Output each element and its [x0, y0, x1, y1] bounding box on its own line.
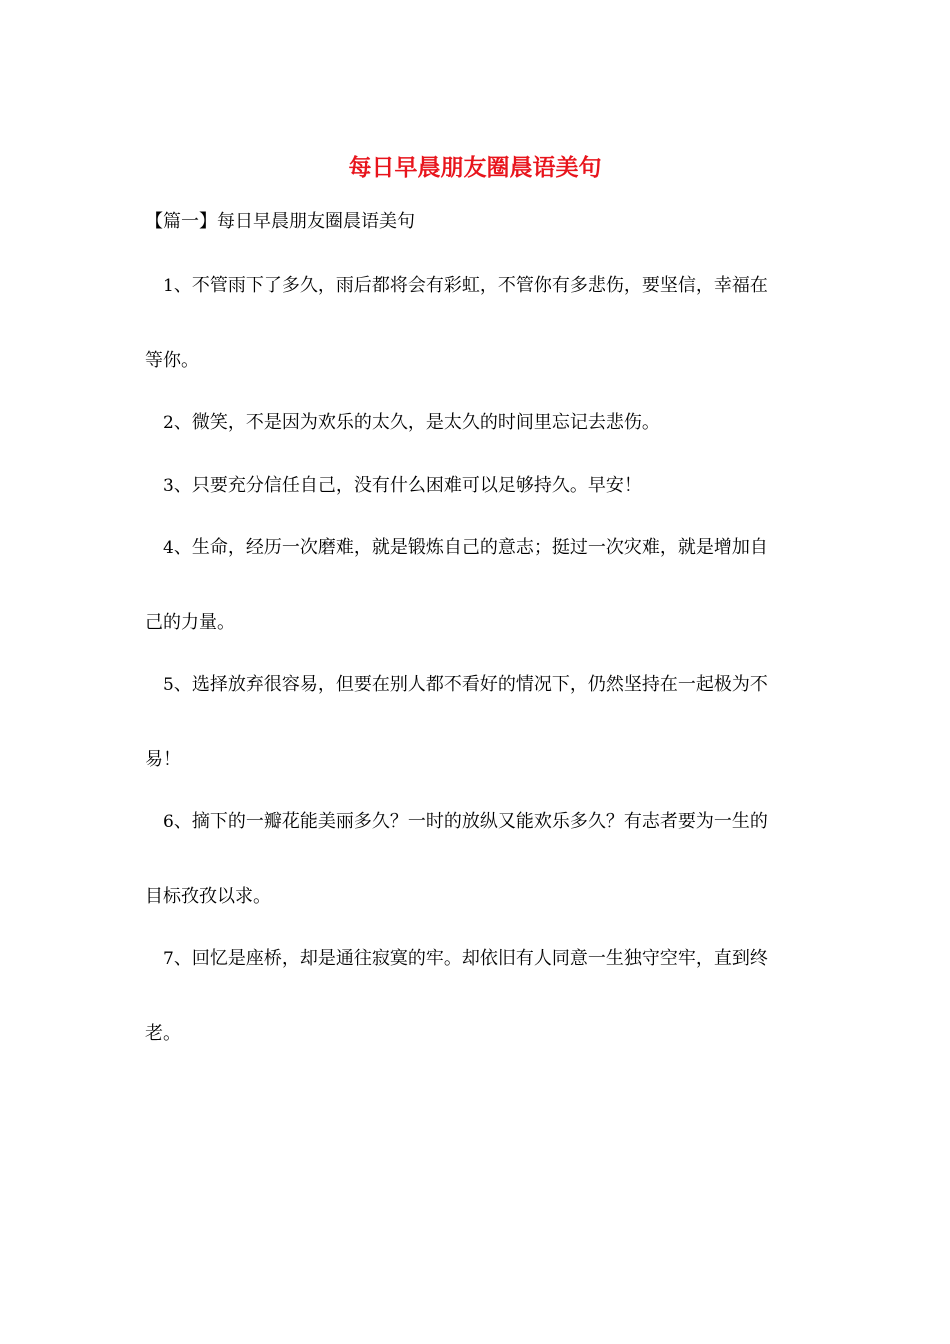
- document-title: 每日早晨朋友圈晨语美句: [348, 155, 602, 181]
- list-item-3: [145, 471, 810, 501]
- list-item-line: [145, 271, 810, 301]
- list-item-1: [145, 271, 810, 376]
- item-number: 6: [163, 812, 174, 832]
- item-text: 、摘下的一瓣花能美丽多久？一时的放纵又能欢乐多久？有志者要为一生的: [173, 811, 768, 832]
- item-text-continuation: 等你。: [145, 350, 199, 371]
- list-item-7: [145, 944, 810, 1049]
- item-text-continuation: 老。: [145, 1023, 181, 1044]
- item-number: 3: [163, 476, 174, 496]
- list-item-4: [145, 533, 810, 638]
- list-item-line: [145, 670, 810, 700]
- list-item-line: [145, 533, 810, 563]
- item-text: 、微笑，不是因为欢乐的太久，是太久的时间里忘记去悲伤。: [173, 412, 660, 433]
- item-text-continuation: 目标孜孜以求。: [145, 886, 271, 907]
- item-text-continuation: 易！: [145, 749, 181, 770]
- list-item-6: [145, 807, 810, 912]
- list-item-line: [145, 471, 810, 501]
- item-number: 2: [163, 413, 174, 433]
- item-text: 、只要充分信任自己，没有什么困难可以足够持久。早安！: [173, 475, 642, 496]
- item-text: 、选择放弃很容易，但要在别人都不看好的情况下，仍然坚持在一起极为不: [173, 674, 768, 695]
- list-item-line: [145, 944, 810, 974]
- item-text-continuation: 己的力量。: [145, 612, 235, 633]
- list-item-line: [145, 408, 810, 438]
- item-number: 7: [163, 949, 174, 969]
- item-text: 、不管雨下了多久，雨后都将会有彩虹，不管你有多悲伤，要坚信，幸福在: [173, 275, 768, 296]
- list-item-2: [145, 408, 810, 438]
- item-number: 5: [163, 675, 174, 695]
- item-number: 1: [163, 276, 174, 296]
- list-item-line: [145, 807, 810, 837]
- list-item-5: [145, 670, 810, 775]
- item-text: 、回忆是座桥，却是通往寂寞的牢。却依旧有人同意一生独守空牢，直到终: [173, 948, 768, 969]
- section-heading: 【篇一】每日早晨朋友圈晨语美句: [145, 211, 415, 232]
- item-number: 4: [163, 538, 174, 558]
- item-text: 、生命，经历一次磨难，就是锻炼自己的意志；挺过一次灾难，就是增加自: [173, 537, 768, 558]
